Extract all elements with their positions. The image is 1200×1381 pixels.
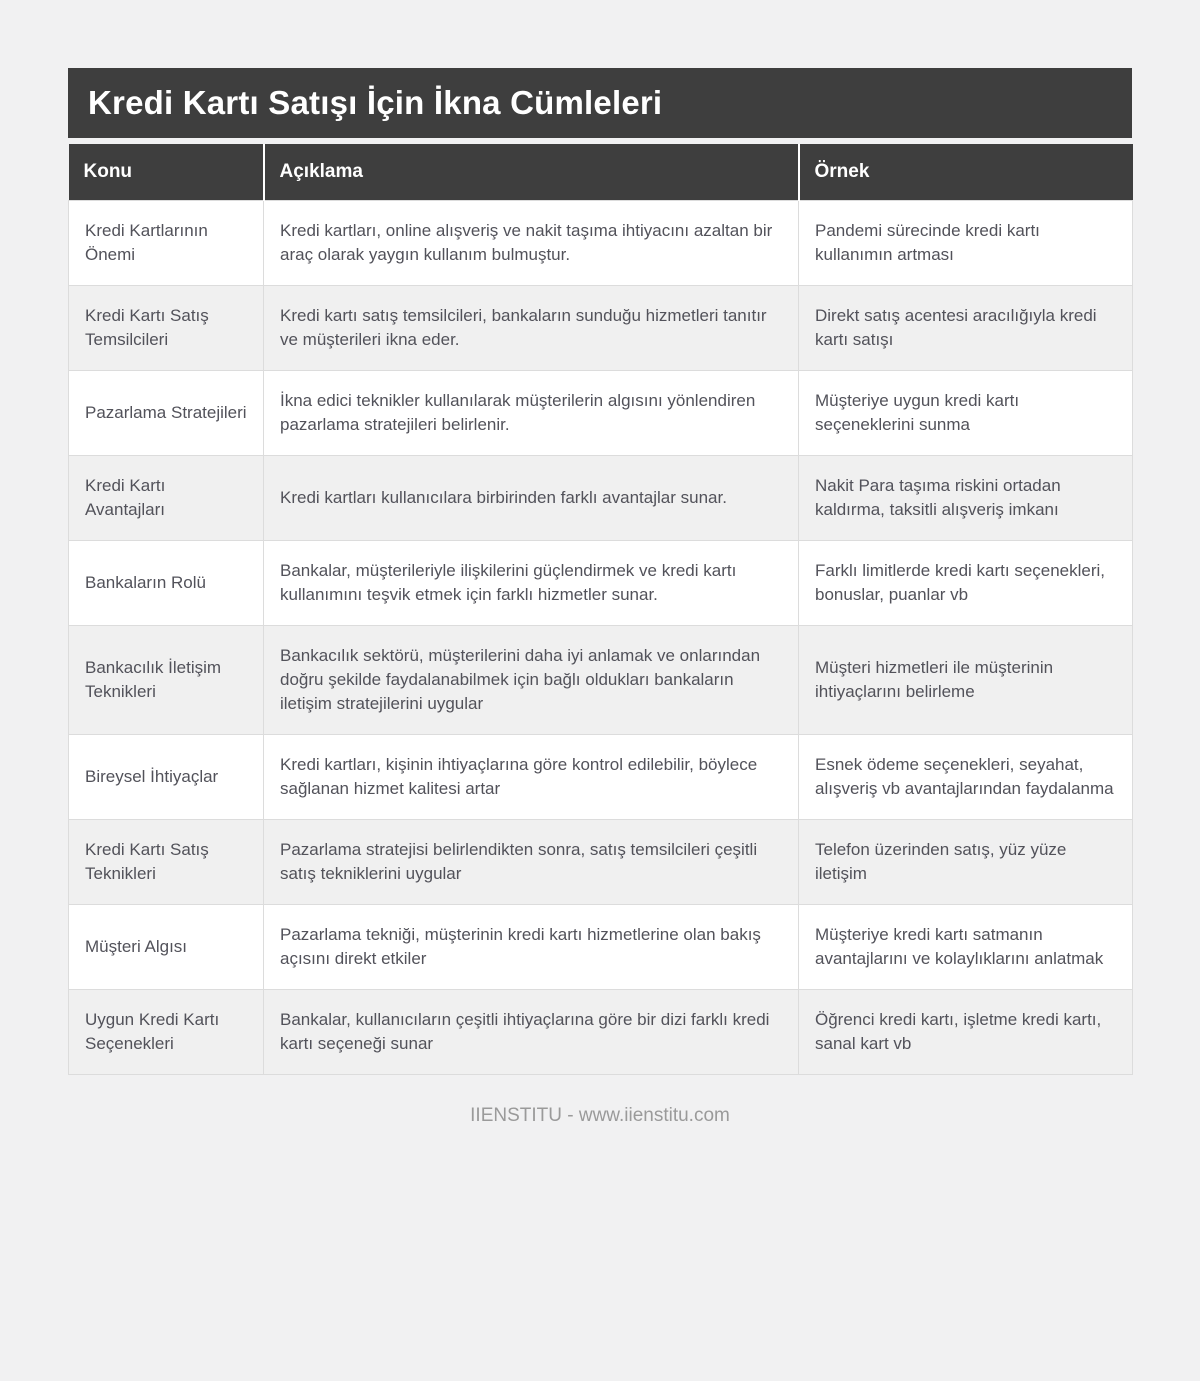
header-row [69,144,1133,201]
column-header-aciklama: Açıklama [264,144,799,201]
cell-aciklama: İkna edici teknikler kullanılarak müşterilerin algısını yönlendiren pazarlama stratejileri belirlenir. [264,371,799,456]
cell-konu: Müşteri Algısı [69,905,264,990]
table-row [69,541,1133,626]
table-row [69,820,1133,905]
cell-aciklama: Bankalar, kullanıcıların çeşitli ihtiyaçlarına göre bir dizi farklı kredi kartı seçeneği sunar [264,990,799,1075]
cell-aciklama: Pazarlama stratejisi belirlendikten sonra, satış temsilcileri çeşitli satış tekniklerini uygular [264,820,799,905]
cell-ornek: Müşteri hizmetleri ile müşterinin ihtiyaçlarını belirleme [799,626,1133,735]
cell-konu: Bireysel İhtiyaçlar [69,735,264,820]
table-row [69,735,1133,820]
table-row [69,626,1133,735]
cell-aciklama: Kredi kartları, online alışveriş ve nakit taşıma ihtiyacını azaltan bir araç olarak yaygın kullanım bulmuştur. [264,201,799,286]
footer-credit: IIENSTITU - www.iienstitu.com [470,1105,730,1126]
table-body [69,201,1133,1075]
cell-ornek: Farklı limitlerde kredi kartı seçenekleri, bonuslar, puanlar vb [799,541,1133,626]
cell-ornek: Öğrenci kredi kartı, işletme kredi kartı, sanal kart vb [799,990,1133,1075]
table-row [69,371,1133,456]
cell-konu: Kredi Kartı Satış Teknikleri [69,820,264,905]
table-row [69,905,1133,990]
cell-konu: Kredi Kartlarının Önemi [69,201,264,286]
table-row [69,456,1133,541]
cell-aciklama: Bankacılık sektörü, müşterilerini daha iyi anlamak ve onlarından doğru şekilde faydalanabilmek için bağlı oldukları bankaların iletişim stratejilerini uygular [264,626,799,735]
cell-aciklama: Bankalar, müşterileriyle ilişkilerini güçlendirmek ve kredi kartı kullanımını teşvik etmek için farklı hizmetler sunar. [264,541,799,626]
column-header-ornek: Örnek [799,144,1133,201]
cell-konu: Kredi Kartı Avantajları [69,456,264,541]
cell-ornek: Pandemi sürecinde kredi kartı kullanımın artması [799,201,1133,286]
table-row [69,286,1133,371]
cell-ornek: Müşteriye kredi kartı satmanın avantajlarını ve kolaylıklarını anlatmak [799,905,1133,990]
table-row [69,990,1133,1075]
cell-ornek: Direkt satış acentesi aracılığıyla kredi kartı satışı [799,286,1133,371]
page-title: Kredi Kartı Satışı İçin İkna Cümleleri [68,68,1132,138]
cell-aciklama: Kredi kartları, kişinin ihtiyaçlarına göre kontrol edilebilir, böylece sağlanan hizmet kalitesi artar [264,735,799,820]
cell-ornek: Müşteriye uygun kredi kartı seçeneklerini sunma [799,371,1133,456]
persuasion-table [68,144,1133,1075]
cell-ornek: Nakit Para taşıma riskini ortadan kaldırma, taksitli alışveriş imkanı [799,456,1133,541]
table-container [68,68,1132,1127]
table-row [69,201,1133,286]
cell-aciklama: Kredi kartı satış temsilcileri, bankaların sunduğu hizmetleri tanıtır ve müşterileri ikna eder. [264,286,799,371]
cell-konu: Uygun Kredi Kartı Seçenekleri [69,990,264,1075]
table-header [69,144,1133,201]
cell-aciklama: Pazarlama tekniği, müşterinin kredi kartı hizmetlerine olan bakış açısını direkt etkiler [264,905,799,990]
cell-konu: Bankaların Rolü [69,541,264,626]
cell-ornek: Esnek ödeme seçenekleri, seyahat, alışveriş vb avantajlarından faydalanma [799,735,1133,820]
column-header-konu: Konu [69,144,264,201]
cell-konu: Bankacılık İletişim Teknikleri [69,626,264,735]
cell-aciklama: Kredi kartları kullanıcılara birbirinden farklı avantajlar sunar. [264,456,799,541]
cell-konu: Kredi Kartı Satış Temsilcileri [69,286,264,371]
cell-ornek: Telefon üzerinden satış, yüz yüze iletişim [799,820,1133,905]
cell-konu: Pazarlama Stratejileri [69,371,264,456]
